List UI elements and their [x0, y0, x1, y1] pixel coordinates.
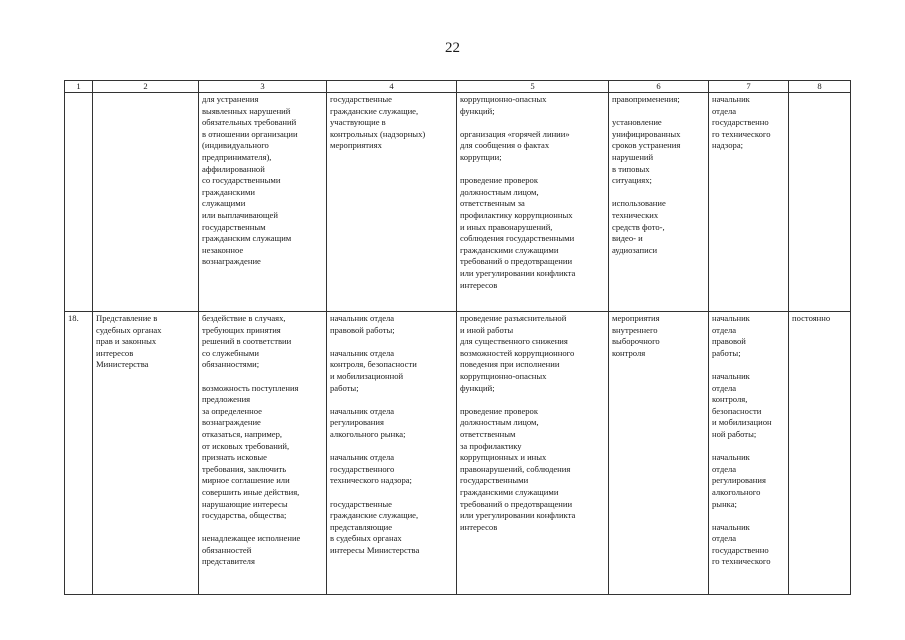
deadline-cell — [789, 93, 851, 312]
column-number: 4 — [327, 81, 457, 93]
table-row — [65, 312, 851, 595]
column-number-row — [65, 81, 851, 93]
function-cell — [93, 93, 199, 312]
column-number: 8 — [789, 81, 851, 93]
measures-cell: проведение разъяснительной и иной работы для существенного снижения возможностей коррупционного поведения при исполнении коррупционно-опасных функций; проведение проверок должностным лицом, ответственным за профилактику коррупционных и иных правонарушений, соблюдения государственными гражданскими служащими требований о предотвращении или урегулировании конфликта интересов — [457, 312, 609, 595]
row-number-cell — [65, 93, 93, 312]
measures-cell: коррупционно-опасных функций; организация «горячей линии» для сообщения о фактах коррупции; проведение проверок должностным лицом, ответственным за профилактику коррупционных и иных правонарушений, соблюдения государственными гражданскими служащими требований о предотвращении или урегулировании конфликта интересов — [457, 93, 609, 312]
minimization-cell: правоприменения; установление унифицированных сроков устранения нарушений в типовых ситуациях; использование технических средств фото-, видео- и аудиозаписи — [609, 93, 709, 312]
responsible-cell: начальник отдела государственно го технического надзора; — [709, 93, 789, 312]
positions-cell: начальник отдела правовой работы; начальник отдела контроля, безопасности и мобилизационной работы; начальник отдела регулирования алкогольного рынка; начальник отдела государственного технического надзора; государственные гражданские служащие, представляющие в судебных органах интересы Министерства — [327, 312, 457, 595]
row-number-cell: 18. — [65, 312, 93, 595]
column-number: 6 — [609, 81, 709, 93]
column-number: 1 — [65, 81, 93, 93]
column-number: 2 — [93, 81, 199, 93]
risk-cell: бездействие в случаях, требующих принятия решений в соответствии со служебными обязанностями; возможность поступления предложения за определенное вознаграждение отказаться, например, от исковых требований, признать исковые требования, заключить мирное соглашение или совершить иные действия, нарушающие интересы государства, общества; ненадлежащее исполнение обязанностей представителя — [199, 312, 327, 595]
column-number: 7 — [709, 81, 789, 93]
minimization-cell: мероприятия внутреннего выборочного контроля — [609, 312, 709, 595]
measures-table — [64, 80, 851, 595]
function-cell: Представление в судебных органах прав и законных интересов Министерства — [93, 312, 199, 595]
column-number: 5 — [457, 81, 609, 93]
positions-cell: государственные гражданские служащие, участвующие в контрольных (надзорных) мероприятиях — [327, 93, 457, 312]
table-row — [65, 93, 851, 312]
column-number: 3 — [199, 81, 327, 93]
page-number: 22 — [445, 40, 460, 56]
risk-cell: для устранения выявленных нарушений обязательных требований в отношении организации (индивидуального предпринимателя), аффилированной со государственными гражданскими служащими или выплачивающей государственным гражданским служащим незаконное вознаграждение — [199, 93, 327, 312]
responsible-cell: начальник отдела правовой работы; начальник отдела контроля, безопасности и мобилизацион ной работы; начальник отдела регулирования алкогольного рынка; начальник отдела государственно го технического — [709, 312, 789, 595]
deadline-cell: постоянно — [789, 312, 851, 595]
